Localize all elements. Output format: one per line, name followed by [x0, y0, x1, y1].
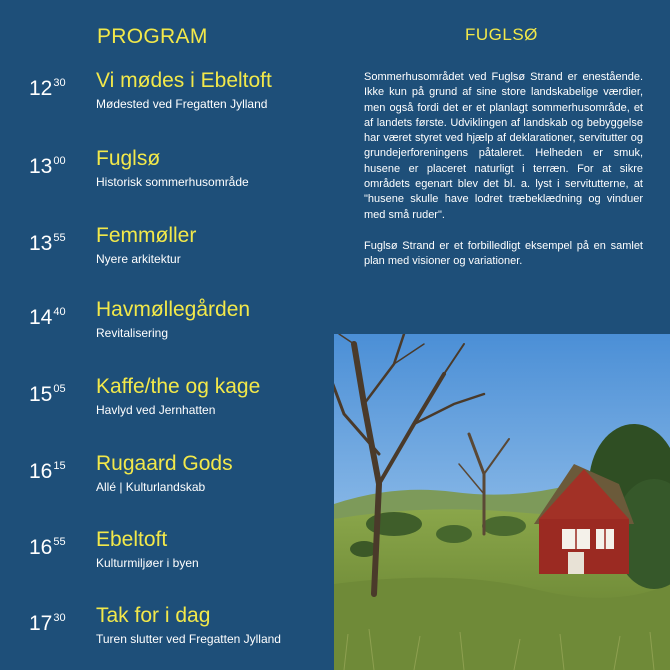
time-minute: 30 [53, 77, 66, 89]
time [29, 77, 66, 101]
time-hour: 13 [29, 232, 53, 255]
item-subtitle: Nyere arkitektur [96, 252, 181, 266]
time-hour: 13 [29, 155, 53, 178]
schedule-item [0, 298, 330, 358]
schedule-item [0, 147, 330, 207]
schedule-item [0, 69, 330, 129]
item-title: Kaffe/the og kage [96, 375, 261, 398]
time [29, 612, 66, 636]
fuglso-heading: FUGLSØ [465, 25, 538, 44]
time [29, 306, 66, 330]
schedule-item [0, 528, 330, 588]
time-hour: 12 [29, 77, 53, 100]
time-hour: 16 [29, 460, 53, 483]
time-minute: 15 [53, 460, 66, 472]
time [29, 536, 66, 560]
item-title: Rugaard Gods [96, 452, 233, 475]
schedule-item [0, 452, 330, 512]
item-title: Tak for i dag [96, 604, 211, 627]
landscape-photo [334, 334, 670, 670]
item-subtitle: Revitalisering [96, 326, 169, 340]
time-minute: 55 [53, 232, 66, 244]
item-subtitle: Mødested ved Fregatten Jylland [96, 97, 268, 111]
item-title: Femmøller [96, 224, 197, 247]
time [29, 383, 66, 407]
item-subtitle: Historisk sommerhusområde [96, 175, 249, 189]
time-hour: 14 [29, 306, 53, 329]
time-minute: 05 [53, 383, 66, 395]
item-subtitle: Turen slutter ved Fregatten Jylland [96, 632, 281, 646]
time [29, 155, 66, 179]
time [29, 460, 66, 484]
time-hour: 16 [29, 536, 53, 559]
time-hour: 17 [29, 612, 53, 635]
time-hour: 15 [29, 383, 53, 406]
item-title: Fuglsø [96, 147, 161, 170]
program-heading: PROGRAM [97, 25, 208, 48]
schedule-item [0, 604, 330, 664]
time-minute: 40 [53, 306, 66, 318]
schedule-list [0, 0, 330, 670]
item-subtitle: Allé | Kulturlandskab [96, 480, 206, 494]
time [29, 232, 66, 256]
schedule-item [0, 224, 330, 284]
item-title: Havmøllegården [96, 298, 251, 321]
schedule-item [0, 375, 330, 435]
description-paragraph: Sommerhusområdet ved Fuglsø Strand er enestående. Ikke kun på grund af sine store landskabelige værdier, men også fordi det er et planlagt sommerhusområde, et af landets første. Udviklingen af landskab og bebyggelse har været styret ved hjælp af deklarationer, servitutter og grundejerforeningens påtaleret. Helheden er smuk, husene er placeret naturligt i terræn. For at sikre områdets egenart blev det bl. a. lyst i servitutterne, at "husene skulle have lodret træbeklædning og vinduer med små ruder". [364, 71, 643, 221]
fuglso-description [364, 70, 643, 286]
time-minute: 30 [53, 612, 66, 624]
time-minute: 55 [53, 536, 66, 548]
item-title: Vi mødes i Ebeltoft [96, 69, 272, 92]
summer-house-image [334, 334, 670, 670]
item-subtitle: Kulturmiljøer i byen [96, 556, 199, 570]
item-subtitle: Havlyd ved Jernhatten [96, 403, 216, 417]
item-title: Ebeltoft [96, 528, 168, 551]
time-minute: 00 [53, 155, 66, 167]
description-paragraph: Fuglsø Strand er et forbilledligt eksempel på en samlet plan med visioner og variationer. [364, 239, 643, 268]
